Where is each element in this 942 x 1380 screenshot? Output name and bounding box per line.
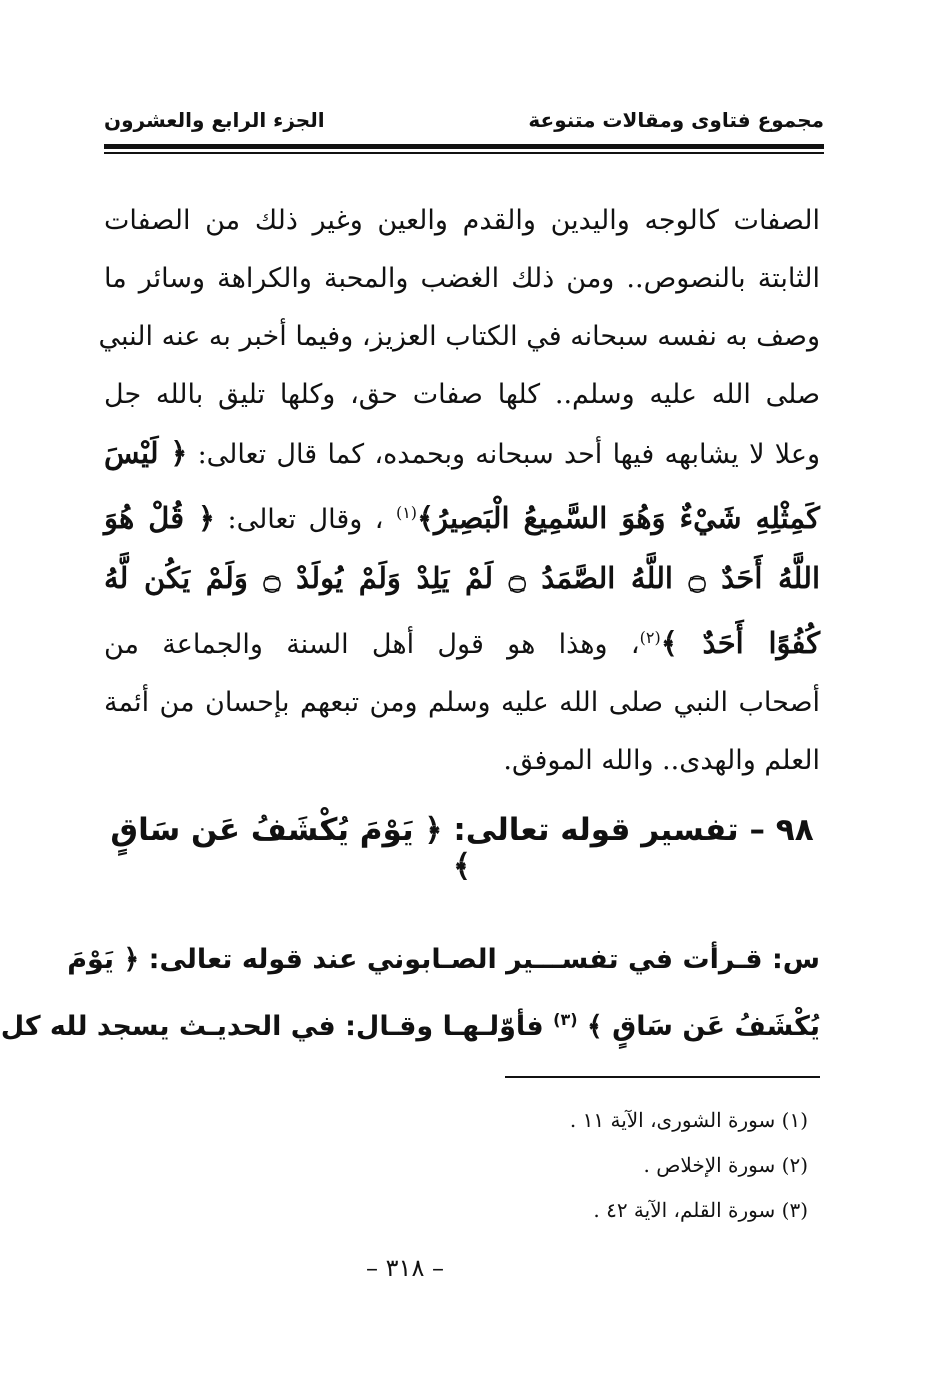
question-text-segment: فأوّلـهـا وقـال: في الحديـث يسجد لله كل <box>0 1011 554 1042</box>
question-line: س: قـرأت في تفســـير الصـابوني عند قوله تعالى: ﴿ يَوْمَ <box>67 944 820 975</box>
body-line: الصفات كالوجه واليدين والقدم والعين وغير ذلك من الصفات <box>104 205 820 236</box>
body-line: العلم والهدى.. والله الموفق. <box>503 745 820 776</box>
body-text-segment: وعلا لا يشابهه فيها أحد سبحانه وبحمده، كما قال تعالى: <box>187 439 820 470</box>
body-text-segment: ، وقال تعالى: <box>215 504 396 535</box>
quran-verse: اللَّهُ أَحَدٌ ۝ اللَّهُ الصَّمَدُ ۝ لَمْ يَلِدْ وَلَمْ يُولَدْ ۝ وَلَمْ يَكُن لَّهُ <box>104 561 821 595</box>
quran-verse: كَمِثْلِهِ شَيْءٌ وَهُوَ السَّمِيعُ الْبَصِيرُ﴾ <box>417 501 820 535</box>
quran-verse: يُكْشَفُ عَن سَاقٍ ﴾ <box>577 1011 820 1042</box>
question-line <box>0 990 820 1057</box>
page-number: – ٣١٨ – <box>366 1254 444 1282</box>
quran-verse: ﴿ قُلْ هُوَ <box>104 501 216 535</box>
body-line <box>104 609 820 674</box>
body-line <box>104 424 820 484</box>
footnote-item: (٢) سورة الإخلاص . <box>643 1153 808 1177</box>
header-rule-thick <box>104 144 824 149</box>
body-line <box>104 484 820 549</box>
body-line: صلى الله عليه وسلم.. كلها صفات حق، وكلها تليق بالله جل <box>104 379 820 410</box>
quran-verse: ﴿ لَيْسَ <box>104 436 188 470</box>
header-rule-thin <box>104 152 824 154</box>
quran-verse: كُفُوًا أَحَدٌ ﴾ <box>660 626 820 660</box>
body-paragraph <box>98 192 821 790</box>
section-title: ٩٨ – تفسير قوله تعالى: ﴿ يَوْمَ يُكْشَفُ عَن سَاقٍ ﴾ <box>110 812 814 884</box>
body-line: أصحاب النبي صلى الله عليه وسلم ومن تبعهم بإحسان من أئمة <box>104 687 820 718</box>
footnote-item: (١) سورة الشورى، الآية ١١ . <box>569 1108 808 1132</box>
body-line: وصف به نفسه سبحانه في الكتاب العزيز، وفيما أخبر به عنه النبي <box>98 321 820 352</box>
body-text-segment: ، وهذا هو قول أهل السنة والجماعة من <box>104 629 640 660</box>
body-line <box>104 549 820 609</box>
body-line: الثابتة بالنصوص.. ومن ذلك الغضب والمحبة والكراهة وسائر ما <box>104 263 820 294</box>
footnote-item: (٣) سورة القلم، الآية ٤٢ . <box>593 1198 808 1222</box>
question-paragraph <box>0 930 820 1057</box>
footnote-marker: (٣) <box>553 1010 578 1029</box>
footnotes <box>300 1098 808 1233</box>
volume-label: الجزء الرابع والعشرون <box>104 108 325 132</box>
footnote-marker: (١) <box>395 503 418 522</box>
running-header <box>104 108 824 144</box>
footnote-separator <box>505 1076 820 1078</box>
footnote-marker: (٢) <box>639 628 661 647</box>
book-title: مجموع فتاوى ومقالات متنوعة <box>528 108 824 132</box>
